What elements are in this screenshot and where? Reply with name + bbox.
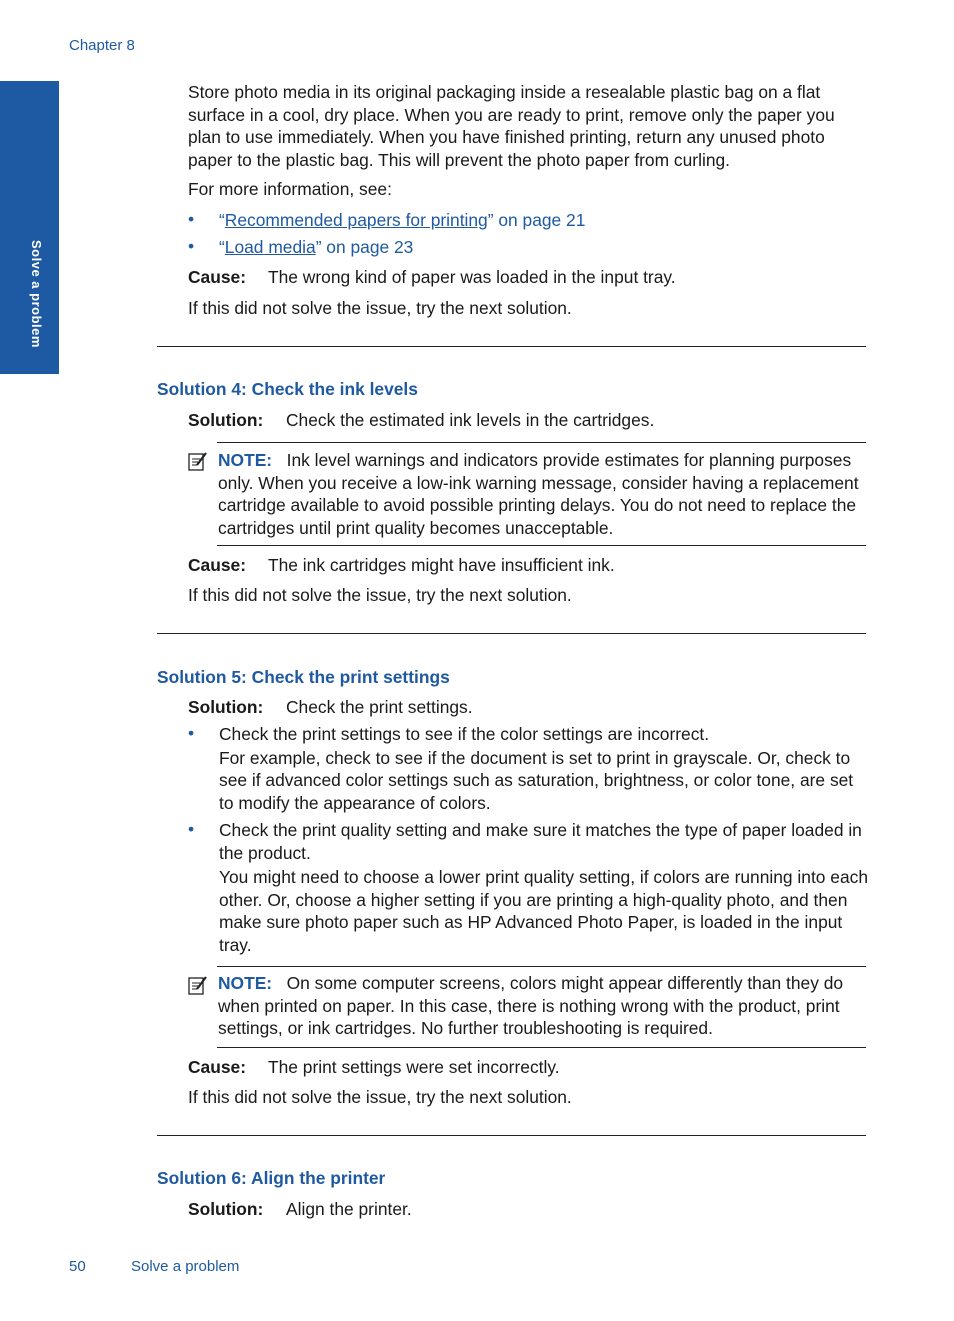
side-tab-label: Solve a problem	[29, 240, 44, 348]
solution-label: Solution:	[188, 697, 264, 717]
solution-label: Solution:	[188, 410, 264, 430]
solution5-note	[218, 972, 868, 1040]
cause-label: Cause:	[188, 1057, 246, 1077]
cause-text: The wrong kind of paper was loaded in the input tray.	[268, 267, 676, 287]
solution6-heading: Solution 6: Align the printer	[157, 1168, 386, 1188]
link-suffix: ” on page 23	[315, 237, 414, 257]
bullet: •	[188, 209, 195, 229]
solution5-solution	[188, 696, 868, 719]
solution5-next: If this did not solve the issue, try the next solution.	[188, 1087, 572, 1107]
note-pencil-icon	[188, 451, 208, 471]
link-suffix: ” on page 21	[487, 210, 586, 230]
note-top-rule	[217, 966, 866, 967]
solution4-heading: Solution 4: Check the ink levels	[157, 379, 418, 399]
solution5-heading: Solution 5: Check the print settings	[157, 667, 450, 687]
note-top-rule	[217, 442, 866, 443]
section-divider	[157, 633, 866, 634]
bullet-main: Check the print quality setting and make sure it matches the type of paper loaded in the product.	[219, 820, 862, 863]
bullet: •	[188, 819, 195, 839]
bullet: •	[188, 236, 195, 256]
note-text: On some computer screens, colors might appear differently than they do when printed on paper. In this case, there is nothing wrong with the product, print settings, or ink cartridges. No further troubleshooting is required.	[218, 973, 844, 1038]
solution4-next: If this did not solve the issue, try the next solution.	[188, 585, 572, 605]
note-bottom-rule	[217, 545, 866, 546]
link-text[interactable]: Recommended papers for printing	[224, 210, 488, 230]
note-label: NOTE:	[218, 973, 273, 993]
more-info-text: For more information, see:	[188, 179, 392, 199]
footer-section-title: Solve a problem	[131, 1258, 240, 1275]
note-text: Ink level warnings and indicators provide estimates for planning purposes only. When you receive a low-ink warning message, consider having a replacement cartridge available to avoid possible printing delays. You do not need to replace the cartridges until print quality becomes unacceptable.	[218, 450, 859, 538]
page-number: 50	[69, 1258, 86, 1275]
solution6-solution	[188, 1198, 868, 1221]
solution-text: Check the print settings.	[286, 697, 473, 717]
solution-text: Align the printer.	[286, 1199, 412, 1219]
section-divider	[157, 346, 866, 347]
cause-text: The print settings were set incorrectly.	[268, 1057, 560, 1077]
solution4-cause	[188, 554, 868, 577]
bullet: •	[188, 723, 195, 743]
solution-label: Solution:	[188, 1199, 264, 1219]
chapter-header: Chapter 8	[69, 37, 135, 54]
solution5-cause	[188, 1056, 868, 1079]
bullet-main: Check the print settings to see if the color settings are incorrect.	[219, 724, 710, 744]
solution-text: Check the estimated ink levels in the cartridges.	[286, 410, 655, 430]
cause-label: Cause:	[188, 555, 246, 575]
cause-text: The ink cartridges might have insufficient ink.	[268, 555, 615, 575]
link-load-media[interactable]	[219, 236, 869, 259]
section-divider	[157, 1135, 866, 1136]
link-text[interactable]: Load media	[224, 237, 316, 257]
solution4-note	[218, 449, 868, 539]
solution5-bullet-2	[219, 819, 869, 956]
note-bottom-rule	[217, 1047, 866, 1048]
intro-paragraph: Store photo media in its original packaging inside a resealable plastic bag on a flat surface in a cool, dry place. When you are ready to print, remove only the paper you plan to use immediately. When you have finished printing, return any unused photo paper to the plastic bag. This will prevent the photo paper from curling.	[188, 82, 835, 170]
bullet-detail: You might need to choose a lower print quality setting, if colors are running into each other. Or, choose a higher setting if you are printing a high-quality photo, and then make sure photo paper such as HP Advanced Photo Paper, is loaded in the input tray.	[219, 867, 868, 955]
note-label: NOTE:	[218, 450, 273, 470]
intro-next: If this did not solve the issue, try the next solution.	[188, 298, 572, 318]
link-quote: “	[219, 237, 225, 257]
link-recommended-papers[interactable]	[219, 209, 869, 232]
solution5-bullet-1	[219, 723, 869, 814]
intro-cause	[188, 266, 868, 289]
bullet-detail: For example, check to see if the document is set to print in grayscale. Or, check to see if advanced color settings such as saturation, brightness, or color tone, are set to modify the appearance of colors.	[219, 747, 854, 813]
link-quote: “	[219, 210, 225, 230]
cause-label: Cause:	[188, 267, 246, 287]
note-pencil-icon	[188, 975, 208, 995]
solution4-solution	[188, 409, 868, 432]
